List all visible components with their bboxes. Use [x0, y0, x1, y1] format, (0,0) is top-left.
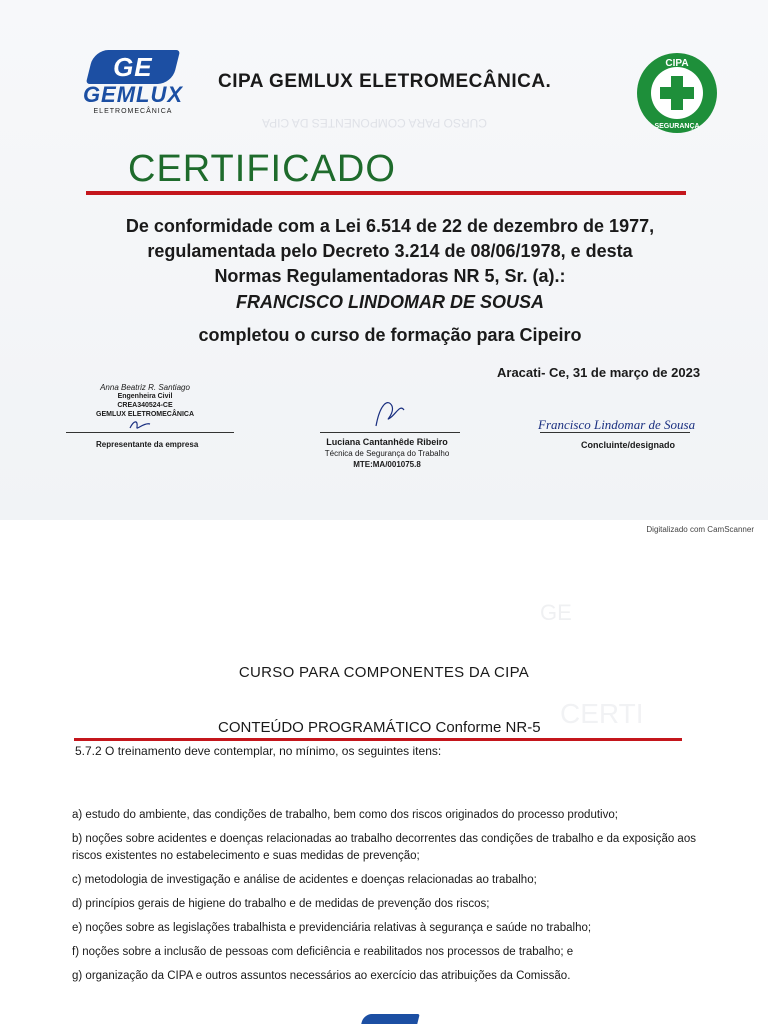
list-item: e) noções sobre as legislações trabalhista e previdenciária relativas à segurança e saúde no trabalho; [72, 922, 592, 934]
technician-name: Luciana Cantanhêde Ribeiro [326, 437, 448, 447]
representative-signature-icon [128, 418, 152, 432]
technician-role: Técnica de Segurança do Trabalho [324, 449, 450, 458]
body-line: regulamentada pelo Decreto 3.214 de 08/06/1978, e desta [147, 241, 633, 261]
representative-company: GEMLUX ELETROMECÂNICA [96, 411, 194, 418]
scanner-watermark: Digitalizado com CamScanner [646, 525, 754, 534]
badge-bottom-text: SEGURANÇA [654, 123, 700, 130]
gemlux-logo [68, 50, 198, 120]
logo-brand: GEMLUX [82, 82, 184, 107]
show-through-text: CURSO PARA COMPONENTES DA CIPA [262, 116, 487, 130]
list-item: g) organização da CIPA e outros assuntos necessários ao exercício das atribuições da Comissão. [72, 970, 571, 982]
list-item: b) noções sobre acidentes e doenças relacionadas ao trabalho decorrentes das condições de trabalho e da exposição aos riscos existentes no estabelecimento e suas medidas de prevenção; [72, 833, 696, 862]
concluinte-signature-icon [536, 414, 740, 434]
show-through-text: GE [540, 600, 572, 625]
program-content-page [0, 548, 768, 1024]
badge-top-text: CIPA [665, 58, 689, 69]
body-line: Normas Regulamentadoras NR 5, Sr. (a).: [214, 266, 566, 286]
content-items-list [72, 807, 712, 992]
list-item: d) princípios gerais de higiene do trabalho e de medidas de prevenção dos riscos; [72, 898, 490, 910]
certificate-body [60, 214, 720, 289]
certificate-title: CERTIFICADO [128, 148, 396, 190]
content-title: CONTEÚDO PROGRAMÁTICO Conforme NR-5 [218, 719, 541, 736]
course-completed-line: completou o curso de formação para Cipeiro [198, 325, 582, 345]
technician-registration: MTE:MA/001075.8 [353, 460, 421, 469]
technician-block [322, 437, 452, 470]
course-title: CURSO PARA COMPONENTES DA CIPA [238, 664, 530, 681]
representative-name: Anna Beatriz R. Santiago [100, 383, 190, 392]
technician-signature-line [320, 432, 460, 433]
technician-signature-icon [370, 396, 410, 430]
footer-logo-partial [360, 1014, 419, 1024]
representative-label: Representante da empresa [96, 440, 199, 449]
concluinte-label: Concluinte/designado [581, 440, 676, 450]
representative-role: Engenheira Civil [117, 393, 173, 400]
cipa-seguranca-badge-icon [636, 52, 718, 134]
issue-date: Aracati- Ce, 31 de março de 2023 [497, 365, 701, 380]
concluinte-signature-line [540, 432, 690, 433]
representative-crea: CREA340524-CE [117, 402, 173, 409]
show-through-text: CERTI [560, 698, 644, 729]
logo-mark: GE [113, 52, 153, 82]
recipient-name: FRANCISCO LINDOMAR DE SOUSA [235, 292, 544, 312]
logo-subtitle: ELETROMECÂNICA [93, 108, 173, 115]
list-item: a) estudo do ambiente, das condições de trabalho, bem como dos riscos originados do processo produtivo; [72, 809, 618, 821]
body-line: De conformidade com a Lei 6.514 de 22 de dezembro de 1977, [125, 216, 655, 236]
content-intro: 5.7.2 O treinamento deve contemplar, no mínimo, os seguintes itens: [75, 744, 442, 758]
list-item: f) noções sobre a inclusão de pessoas com deficiência e reabilitados nos processos de trabalho; e [72, 946, 574, 958]
representative-stamp [90, 383, 200, 419]
concluinte-signature-text: Francisco Lindomar de Sousa [538, 417, 696, 432]
content-divider [74, 738, 682, 741]
representative-signature-line [66, 432, 234, 433]
list-item: c) metodologia de investigação e análise de acidentes e doenças relacionadas ao trabalho; [72, 874, 537, 886]
title-divider [86, 191, 686, 195]
company-title: CIPA GEMLUX ELETROMECÂNICA. [218, 71, 552, 92]
